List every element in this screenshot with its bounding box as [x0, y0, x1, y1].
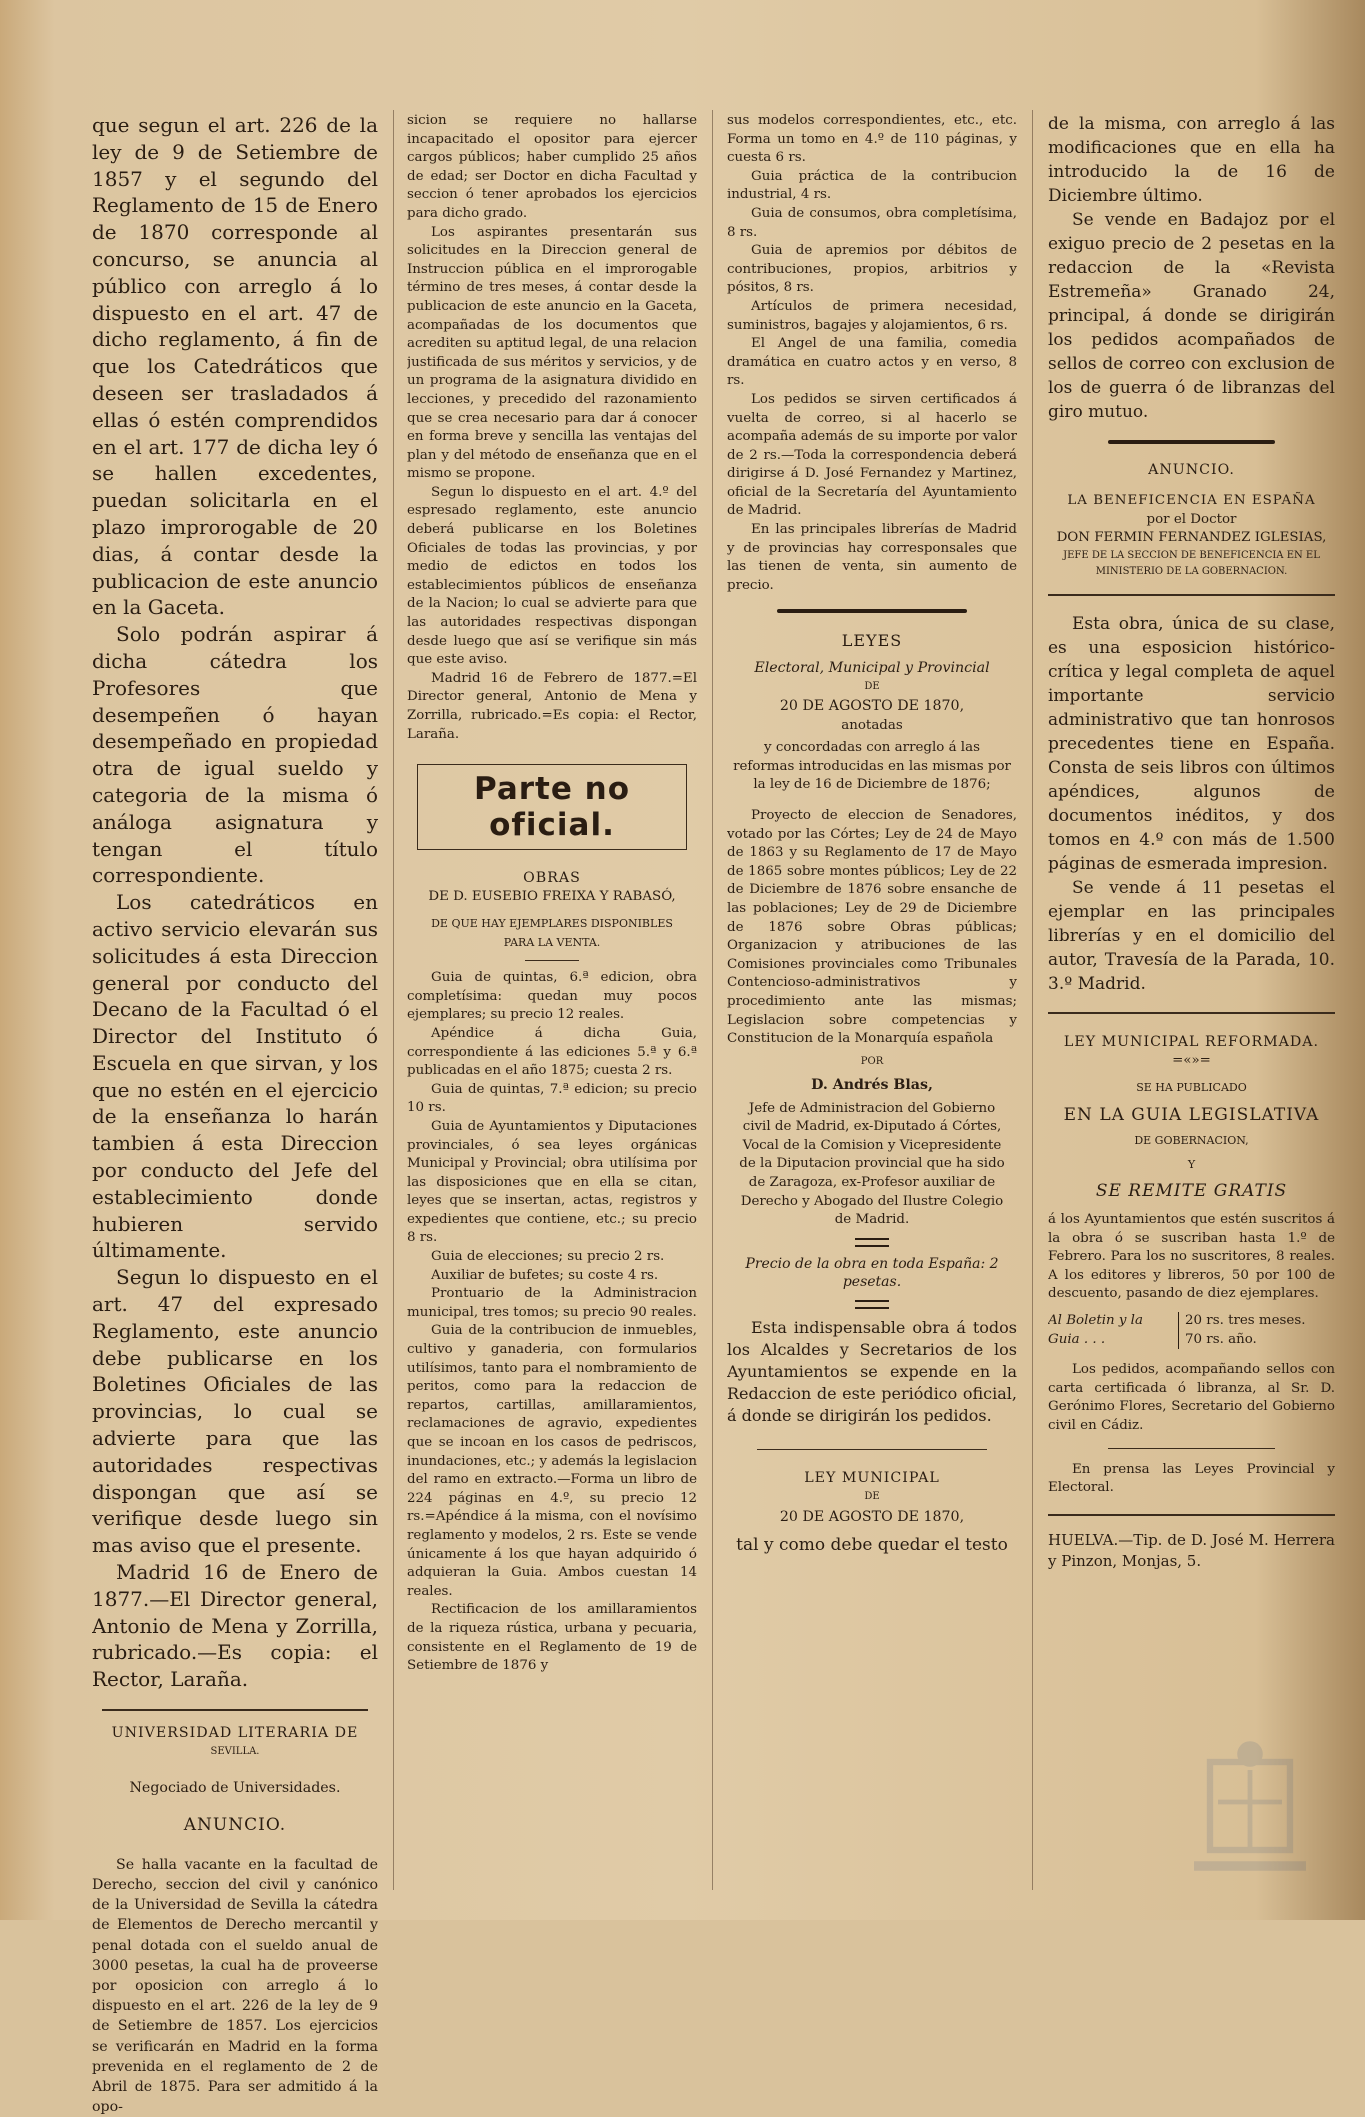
ornament: =«»=	[1172, 1053, 1211, 1069]
section-heading: UNIVERSIDAD LITERARIA DE	[111, 1725, 359, 1742]
paragraph: Esta obra, única de su clase, es una esposicion histórico-crítica y legal completa de aquel importante servicio administrativo que tan honrosos precedentes tiene en España. Consta de seis libros con últimos apéndices, algunos de documentos inéditos, y dos tomos en 4.º con más de 1.500 páginas de esmerada impresion.	[1048, 613, 1335, 874]
list-item: Artículos de primera necesidad, suministros, bagajes y alojamientos, 6 rs.	[727, 298, 1017, 333]
divider	[1108, 1448, 1275, 1449]
divider	[1048, 594, 1335, 596]
paragraph: Segun lo dispuesto en el art. 4.º del espresado reglamento, este anuncio deberá publicarse en los Boletines Oficiales de todas las provincias, y por medio de edictos en todos los establecimientos públicos de enseñanza de la Nacion; lo cual se advierte para que las autoridades respectivas dispongan desde luego que así se verifique sin más que este aviso.	[407, 484, 697, 668]
list-item: Prontuario de la Administracion municipal, tres tomos; su precio 90 reales.	[407, 1286, 697, 1320]
list-item: Apéndice á dicha Guia, correspondiente á las ediciones 5.ª y 6.ª publicadas en el año 1875; cuesta 2 rs.	[407, 1025, 697, 1079]
column-rule	[393, 110, 394, 1890]
section-subheading: DE QUE HAY EJEMPLARES DISPONIBLES PARA LA VENTA.	[431, 916, 673, 949]
paragraph: Los pedidos, acompañando sellos con carta certificada ó libranza, al Sr. D. Gerónimo Flores, Secretario del Gobierno civil en Cádiz.	[1048, 1362, 1335, 1433]
text-line: 20 DE AGOSTO DE 1870,	[779, 1508, 965, 1525]
paragraph: Los aspirantes presentarán sus solicitudes en la Direccion general de Instruccion pública en el improrogable término de tres meses, á contar desde la publicacion de este anuncio en la Gaceta, acompañadas de los documentos que acrediten su aptitud legal, de una relacion justificada de sus méritos y servicios, y de un programa de la asignatura dividido en lecciones, y precedido del razonamiento que se crea necesario para dar á conocer en forma breve y sencilla las ventajas del plan y del método de enseñanza que en el mismo se propone.	[407, 224, 697, 482]
signature-paragraph: Madrid 16 de Enero de 1877.—El Director general, Antonio de Mena y Zorrilla, rubricado.—Es copia: el Rector, Laraña.	[92, 1560, 378, 1692]
announcement-heading: ANUNCIO.	[1148, 462, 1235, 478]
divider	[855, 1300, 889, 1309]
paragraph: Se halla vacante en la facultad de Derecho, seccion del civil y canónico de la Universidad de Sevilla la cátedra de Elementos de Derecho mercantil y penal dotada con el sueldo anual de 3000 pesetas, la cual ha de proveerse por oposicion con arreglo á lo dispuesto en el art. 226 de la ley de 9 de Setiembre de 1857. Los ejercicios se verificarán en Madrid en la forma prevenida en el reglamento de 2 de Abril de 1875. Para ser admitido á la opo-	[92, 1856, 378, 2116]
paragraph: de la misma, con arreglo á las modificaciones que en ella ha introducido la de 16 de Diciembre último.	[1048, 114, 1335, 206]
list-item: El Angel de una familia, comedia dramática en cuatro actos y en verso, 8 rs.	[727, 336, 1017, 389]
imprint: HUELVA.—Tip. de D. José M. Herrera y Pinzon, Monjas, 5.	[1048, 1530, 1335, 1570]
section-subheading: DE D. EUSEBIO FREIXA Y RABASÓ,	[428, 889, 676, 905]
text-line: POR	[860, 1055, 884, 1067]
list-item: Guia de consumos, obra completísima, 8 rs.	[727, 205, 1017, 240]
text-line: Y	[1187, 1158, 1196, 1172]
paragraph: Se vende á 11 pesetas el ejemplar en las principales librerías y en el domicilio del autor, Travesía de la Parada, 10. 3.º Madrid.	[1048, 877, 1335, 994]
text-line: DON FERMIN FERNANDEZ IGLESIAS,	[1056, 530, 1327, 546]
watermark-crest-icon	[1165, 1730, 1335, 1890]
list-item: Rectificacion de los amillaramientos de la riqueza rústica, urbana y pecuaria, consistente en el Reglamento de 19 de Setiembre de 1876 y	[407, 1602, 697, 1674]
list-item: Guia práctica de la contribucion industrial, 4 rs.	[727, 168, 1017, 203]
price-line: Precio de la obra en toda España: 2 pesetas.	[745, 1255, 999, 1291]
announcement-heading: ANUNCIO.	[183, 1815, 287, 1836]
divider	[1048, 1514, 1335, 1516]
divider	[777, 609, 967, 613]
paragraph: Solo podrán aspirar á dicha cátedra los Profesores que desempeñen ó hayan desempeñado en propiedad otra de igual sueldo y categoria de la misma ó análoga asignatura y tengan el título correspondiente.	[92, 622, 378, 888]
list-item: Guia de Ayuntamientos y Diputaciones provinciales, ó sea leyes orgánicas Municipal y Provincial; obra utilísima por las disposiciones que en ella se citan, leyes que se insertan, actas, registros y expedientes que contiene, etc.; su precio 8 rs.	[407, 1118, 697, 1246]
paragraph: Jefe de Administracion del Gobierno civil de Madrid, ex-Diputado á Córtes, Vocal de la Comision y Vicepresidente de la Diputacion provincial que ha sido de Zaragoza, ex-Profesor auxiliar de Derecho y Abogado del Ilustre Colegio de Madrid.	[739, 1100, 1005, 1228]
column-2	[407, 112, 697, 1676]
section-heading: LEY MUNICIPAL	[804, 1469, 940, 1486]
paragraph: En prensa las Leyes Provincial y Electoral.	[1048, 1461, 1335, 1496]
list-item: Guia de quintas, 6.ª edicion, obra completísima: quedan muy pocos ejemplares; su precio 12 reales.	[407, 970, 697, 1023]
column-1	[92, 112, 378, 2117]
section-subheading: Negociado de Universidades.	[129, 1779, 341, 1796]
price-label: Al Boletin y la	[1048, 1312, 1143, 1328]
text-line: por el Doctor	[1146, 511, 1237, 527]
section-heading: EN LA GUIA LEGISLATIVA	[1063, 1105, 1320, 1126]
parte-no-oficial-heading: Parte no oficial.	[417, 764, 687, 850]
column-4	[1048, 112, 1335, 1572]
column-3	[727, 112, 1017, 1555]
section-subheading: Electoral, Municipal y Provincial	[754, 659, 990, 676]
text-line: tal y como debe quedar el testo	[736, 1534, 1008, 1555]
signature-paragraph: Madrid 16 de Febrero de 1877.=El Director general, Antonio de Mena y Zorrilla, rubricado.=Es copia: el Rector, Laraña.	[407, 670, 697, 742]
section-heading: LEYES	[841, 631, 903, 651]
divider	[757, 1449, 987, 1450]
paragraph: sicion se requiere no hallarse incapacitado el opositor para ejercer cargos públicos; haber cumplido 25 años de edad; ser Doctor en dicha Facultad y seccion ó tener aprobados los ejercicios para dicho grado.	[407, 113, 697, 221]
text-line: 20 DE AGOSTO DE 1870,	[779, 698, 965, 715]
paragraph: Segun lo dispuesto en el art. 47 del expresado Reglamento, este anuncio debe publicarse en los Boletines Oficiales de las provincias, lo cual se advierte para que las autoridades respectivas dispongan que así se verifique desde luego sin mas aviso que el presente.	[92, 1265, 378, 1558]
paragraph: Los catedráticos en activo servicio elevarán sus solicitudes á esta Direccion general por conducto del Decano de la Facultad ó el Director del Instituto ó Escuela en que sirvan, y los que no estén en el ejercicio de la enseñanza lo harán tambien á esta Direccion por conducto del Jefe del establecimiento donde hubieren servido últimamente.	[92, 890, 378, 1263]
section-subheading: SEVILLA.	[210, 1746, 260, 1758]
column-rule	[712, 110, 713, 1890]
author-name: D. Andrés Blas,	[811, 1077, 933, 1094]
list-item: Auxiliar de bufetes; su coste 4 rs.	[431, 1267, 659, 1283]
paragraph: Proyecto de eleccion de Senadores, votado por las Córtes; Ley de 24 de Mayo de 1863 y su Reglamento de 17 de Mayo de 1865 sobre montes públicos; Ley de 22 de Diciembre de 1876 sobre ensanche de las poblaciones; Ley de 29 de Diciembre de 1876 sobre Obras públicas; Organizacion y atribuciones de las Comisiones provinciales como Tribunales Contencioso-administrativos y procedimiento ante las mismas; Legislacion sobre competencias y Constitucion de la Monarquía española	[727, 808, 1017, 1047]
text-line: DE	[864, 1491, 880, 1503]
price-label: Guia . . .	[1048, 1331, 1106, 1347]
column-rule	[1032, 110, 1033, 1890]
paragraph: Esta indispensable obra á todos los Alcaldes y Secretarios de los Ayuntamientos se expende en la Redaccion de este periódico oficial, á donde se dirigirán los pedidos.	[727, 1317, 1017, 1425]
text-line: DE	[864, 680, 880, 692]
text-line: JEFE DE LA SECCION DE BENEFICENCIA EN EL MINISTERIO DE LA GOBERNACION.	[1063, 549, 1320, 577]
list-item: sus modelos correspondientes, etc., etc. Forma un tomo en 4.º de 110 páginas, y cuesta 6 rs.	[727, 113, 1017, 166]
divider	[855, 1238, 889, 1247]
divider	[525, 960, 579, 961]
section-heading: LA BENEFICENCIA EN ESPAÑA	[1067, 493, 1316, 509]
text-line: SE HA PUBLICADO	[1136, 1080, 1247, 1094]
section-heading: SE REMITE GRATIS	[1095, 1180, 1288, 1201]
list-item: Los pedidos se sirven certificados á vuelta de correo, si al hacerlo se acompaña además de su importe por valor de 2 rs.—Toda la correspondencia deberá dirigirse á D. José Fernandez y Martinez, oficial de la Secretaría del Ayuntamiento de Madrid.	[727, 391, 1017, 519]
list-item: Guia de elecciones; su precio 2 rs.	[431, 1249, 665, 1265]
text-line: y concordadas con arreglo á las reformas introducidas en las mismas por la ley de 16 de Diciembre de 1876;	[733, 740, 1011, 793]
section-heading: LEY MUNICIPAL REFORMADA.	[1063, 1033, 1320, 1050]
divider	[1108, 440, 1275, 444]
list-item: Guia de apremios por débitos de contribuciones, propios, arbitrios y pósitos, 8 rs.	[727, 243, 1017, 296]
paragraph: Se vende en Badajoz por el exiguo precio de 2 pesetas en la redaccion de la «Revista Estremeña» Granado 24, principal, á donde se dirigirán los pedidos acompañados de sellos de correo con exclusion de los de guerra ó de libranzas del giro mutuo.	[1048, 210, 1335, 422]
price-value: 20 rs. tres meses.	[1185, 1312, 1306, 1328]
list-item: En las principales librerías de Madrid y de provincias hay corresponsales que las tienen de venta, sin aumento de precio.	[727, 522, 1017, 593]
paragraph: á los Ayuntamientos que estén suscritos á la obra ó se suscriban hasta 1.º de Febrero. Para los no suscritores, 8 reales. A los editores y libreros, 50 por 100 de descuento, pasando de diez ejemplares.	[1048, 1211, 1335, 1302]
paragraph: que segun el art. 226 de la ley de 9 de Setiembre de 1857 y el segundo del Reglamento de 15 de Enero de 1870 corresponde al concurso, se anuncia al público con arreglo á lo dispuesto en el art. 47 de dicho reglamento, á fin de que los Catedráticos que deseen ser trasladados á ellas ó estén comprendidos en el art. 177 de dicha ley ó se hallen excedentes, puedan solicitarla en el plazo improrogable de 20 dias, á contar desde la publicacion de este anuncio en la Gaceta.	[92, 113, 378, 620]
section-heading: OBRAS	[523, 870, 581, 887]
divider	[102, 1709, 368, 1711]
text-line: anotadas	[841, 717, 903, 733]
price-value: 70 rs. año.	[1185, 1331, 1257, 1347]
list-item: Guia de quintas, 7.ª edicion; su precio 10 rs.	[407, 1081, 697, 1116]
price-table	[1048, 1312, 1335, 1349]
list-item: Guia de la contribucion de inmuebles, cultivo y ganaderia, con formularios utilísimos, tanto para el nombramiento de peritos, como para la redaccion de repartos, cartillas, amillaramientos, reclamaciones de agravio, expedientes que se incoan en los casos de pedriscos, inundaciones, etc.; y además la legislacion del ramo en extracto.—Forma un libro de 224 páginas en 4.º, su precio 12 rs.=Apéndice á la misma, con el novísimo reglamento y modelos, 2 rs. Este se vende únicamente á los que hayan adquirido ó adquieran la Guia. Ambos cuestan 14 reales.	[407, 1323, 697, 1599]
text-line: DE GOBERNACION,	[1134, 1133, 1249, 1147]
divider	[1048, 1012, 1335, 1014]
